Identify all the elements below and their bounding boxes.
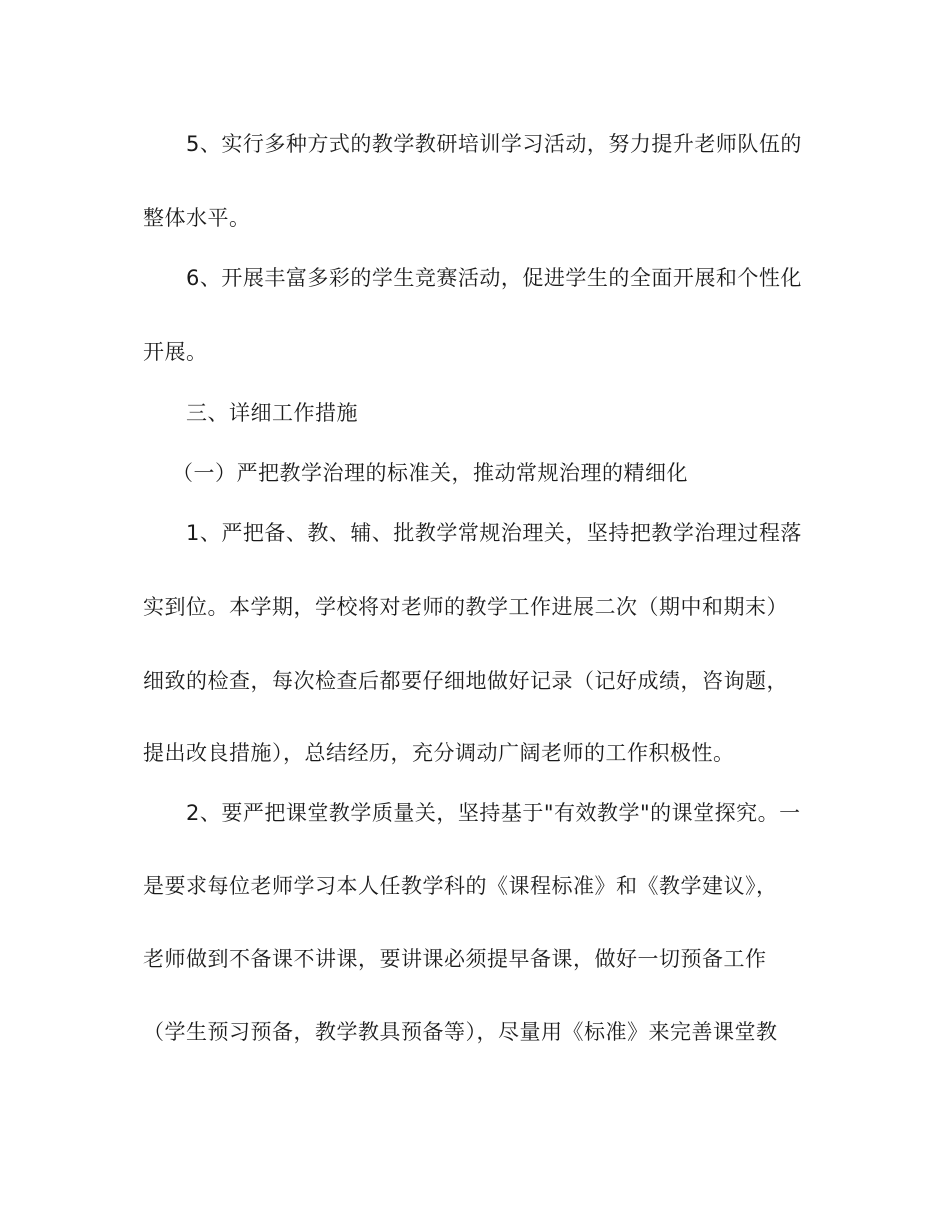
text-line: 细致的检查，每次检查后都要仔细地做好记录（记好成绩，咨询题， — [143, 669, 788, 693]
text-line: 开展。 — [143, 340, 208, 364]
text-line: 5、实行多种方式的教学教研培训学习活动，努力提升老师队伍的 — [186, 132, 802, 156]
text-line: （学生预习预备，教学教具预备等），尽量用《标准》来完善课堂教 — [143, 1020, 778, 1044]
text-line: 老师做到不备课不讲课，要讲课必须提早备课，做好一切预备工作 — [143, 947, 767, 971]
subsection-heading: （一）严把教学治理的标准关，推动常规治理的精细化 — [172, 461, 688, 485]
text-line: 整体水平。 — [143, 206, 251, 230]
text-line: 是要求每位老师学习本人任教学科的《课程标准》和《教学建议》， — [143, 874, 778, 898]
section-heading: 三、详细工作措施 — [186, 401, 358, 425]
text-line: 实到位。本学期，学校将对老师的教学工作进展二次（期中和期末） — [143, 595, 788, 619]
text-line: 1、严把备、教、辅、批教学常规治理关，坚持把教学治理过程落 — [186, 521, 802, 545]
text-line: 提出改良措施），总结经历，充分调动广阔老师的工作积极性。 — [143, 741, 735, 765]
text-line: 6、开展丰富多彩的学生竞赛活动，促进学生的全面开展和个性化 — [186, 266, 802, 290]
text-line: 2、要严把课堂教学质量关，坚持基于"有效教学"的课堂探究。一 — [186, 801, 801, 825]
